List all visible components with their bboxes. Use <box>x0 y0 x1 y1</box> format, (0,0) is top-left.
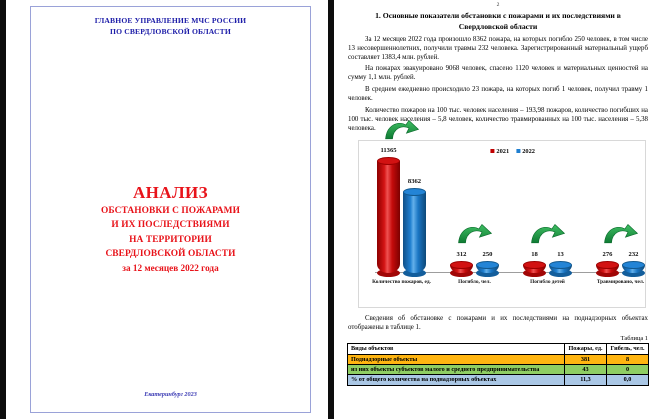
chart-group-4 <box>584 250 657 285</box>
chart-value-label-2021-1: 11365 <box>380 146 397 154</box>
chart-value-label-2022-1: 8362 <box>407 177 422 185</box>
table-cell-deaths: 0 <box>607 364 649 374</box>
chart-value-label-2021-4: 276 <box>602 250 613 258</box>
legend-label-2022: 2022 <box>522 147 535 155</box>
chart-bar-2022-2 <box>476 250 499 273</box>
chart-category-label-4: Травмировано, чел. <box>596 278 645 285</box>
cover-organization-line-2: ПО СВЕРДЛОВСКОЙ ОБЛАСТИ <box>110 27 231 36</box>
chart-bar-body <box>377 161 400 273</box>
table-intro-text: Сведения об обстановке с пожарами и их последствиями на поднадзорных объектах отображены в таблице 1. <box>348 314 648 332</box>
cover-title-line-2: И ИХ ПОСЛЕДСТВИЯМИ <box>111 220 230 231</box>
cover-title-line-1: ОБСТАНОВКИ С ПОЖАРАМИ <box>100 206 241 216</box>
table-header-deaths: Гибель, чел. <box>607 344 649 354</box>
legend-swatch-2021-icon <box>490 149 494 153</box>
chart-bar-top <box>523 261 546 269</box>
chart-bar-body <box>403 192 426 273</box>
paragraph-evacuation: На пожарах эвакуировано 9068 человек, спасено 1120 человек и материальных ценностей на сумму 1,1 млн. рублей. <box>348 65 648 82</box>
cover-title-period: за 12 месяцев 2022 года <box>122 262 219 273</box>
table-cell-fires: 381 <box>565 354 607 364</box>
paragraph-per-100k: Количество пожаров на 100 тыс. человек населения – 193,98 пожаров, количество погибших на 100 тыс. человек населения – 5,8 человек, количество травмированных на 100 тыс. населения – 5,38 человека. <box>348 106 648 132</box>
table-cell-object-type: из них объекты субъектов малого и среднего предпринимательства <box>348 364 565 374</box>
decrease-arrow-icon-3 <box>529 223 567 245</box>
chart-bar-2021-1 <box>377 146 400 273</box>
chart-bar-2021-3 <box>523 250 546 273</box>
legend-swatch-2022-icon <box>516 149 520 153</box>
page-content <box>334 0 660 419</box>
chart-bar-top <box>549 261 572 269</box>
chart-category-label-1: Количество пожаров, ед. <box>372 278 431 285</box>
paragraph-daily-average: В среднем ежедневно происходило 23 пожара, на которых погиб 1 человек, получил травму 1 человек. <box>348 85 648 103</box>
chart-bar-2022-3 <box>549 250 572 273</box>
cover-title-main: АНАЛИЗ <box>132 183 209 202</box>
cover-border-frame <box>30 6 311 413</box>
decrease-arrow-icon-2 <box>456 223 494 245</box>
chart-group-3 <box>511 250 584 285</box>
chart-legend <box>490 148 535 155</box>
legend-label-2021: 2021 <box>496 147 510 155</box>
section-heading: 1. Основные показатели обстановки с пожарами и их последствиями в Свердловской области <box>375 11 621 31</box>
page-content-body <box>344 0 652 419</box>
chart-value-label-2022-2: 250 <box>482 250 493 258</box>
chart-bar-top <box>377 157 400 165</box>
cover-organization-line-1: ГЛАВНОЕ УПРАВЛЕНИЕ МЧС РОССИИ <box>94 16 247 25</box>
chart-category-label-2: Погибло, чел. <box>458 278 491 285</box>
table-row <box>348 375 649 385</box>
chart-bar-top <box>450 261 473 269</box>
chart-bar-top <box>596 261 619 269</box>
chart-value-label-2022-4: 232 <box>628 250 639 258</box>
chart-category-label-3: Погибло детей <box>530 278 565 285</box>
cover-title-line-4: СВЕРДЛОВСКОЙ ОБЛАСТИ <box>105 249 236 260</box>
decrease-arrow-icon-4 <box>602 223 640 245</box>
chart-bar-top <box>403 188 426 196</box>
table-row <box>348 364 649 374</box>
chart-value-label-2021-3: 18 <box>531 250 538 258</box>
chart-bar-2022-1 <box>403 177 426 273</box>
table-cell-fires: 11,3 <box>565 375 607 385</box>
legend-item-2021 <box>490 148 509 155</box>
chart-bar-2021-2 <box>450 250 473 273</box>
chart-group-1 <box>365 146 438 285</box>
table-row <box>348 354 649 364</box>
cover-title-block <box>31 183 310 275</box>
chart-value-label-2021-2: 312 <box>456 250 467 258</box>
chart-bar-2022-4 <box>622 250 645 273</box>
chart-bar-top <box>476 261 499 269</box>
supervised-objects-table <box>347 343 649 386</box>
table-cell-object-type: % от общего количества на поднадзорных объектах <box>348 375 565 385</box>
chart-bar-2021-4 <box>596 250 619 273</box>
chart-group-2 <box>438 250 511 285</box>
paragraph-statistics-overview: За 12 месяцев 2022 года произошло 8362 пожара, на которых погибло 250 человек, в том числе 13 несовершеннолетних, получили травмы 232 человека. Зарегистрированный материальный ущерб составляет 1383,4 млн. рублей. <box>348 35 648 61</box>
table-cell-deaths: 0,0 <box>607 375 649 385</box>
cover-footer-city-year: Екатеринбург 2023 <box>144 391 197 398</box>
comparison-bar-chart <box>358 140 646 308</box>
table-header-object-types: Виды объектов <box>348 344 565 354</box>
table-cell-fires: 43 <box>565 364 607 374</box>
decrease-arrow-icon-1 <box>383 119 421 141</box>
chart-bar-top <box>622 261 645 269</box>
chart-value-label-2022-3: 13 <box>557 250 564 258</box>
page-cover <box>6 0 328 419</box>
table-cell-deaths: 8 <box>607 354 649 364</box>
table-caption: Таблица 1 <box>620 335 648 343</box>
table-body <box>348 354 649 385</box>
legend-item-2022 <box>516 148 535 155</box>
page-number: 2 <box>496 2 500 8</box>
table-cell-object-type: Поднадзорные объекты <box>348 354 565 364</box>
cover-organization <box>31 15 310 37</box>
table-header-row <box>348 344 649 354</box>
table-header-fires: Пожары, ед. <box>565 344 607 354</box>
cover-title-line-3: НА ТЕРРИТОРИИ <box>129 234 212 245</box>
